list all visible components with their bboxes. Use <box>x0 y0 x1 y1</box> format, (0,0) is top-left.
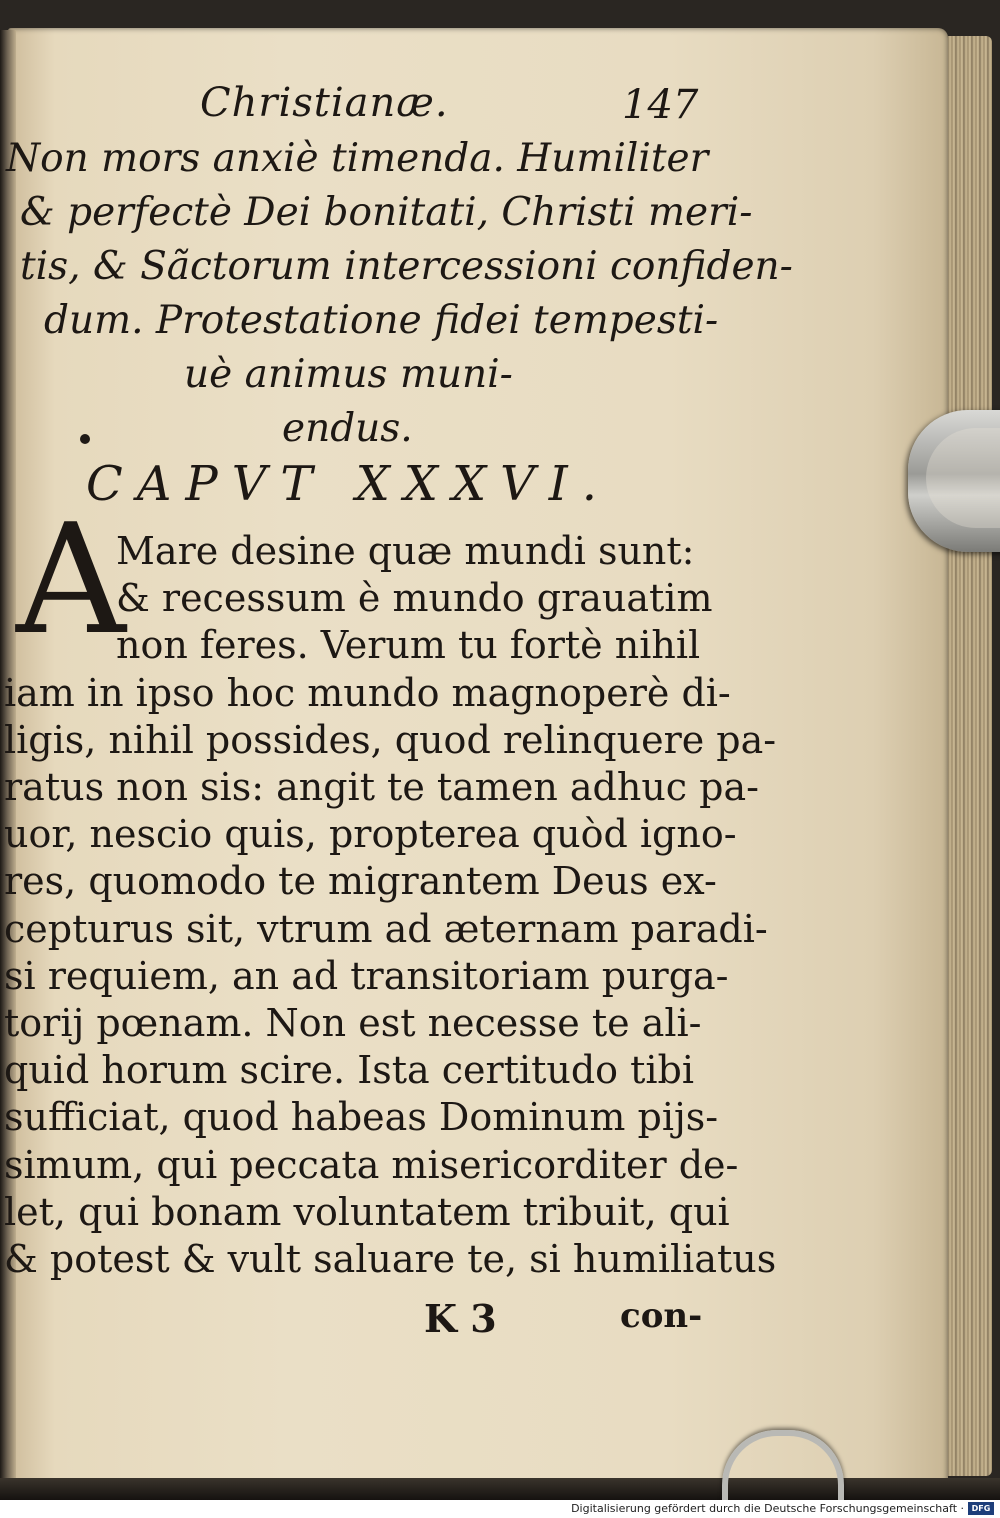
body-line: uor, nescio quis, propterea quòd igno- <box>4 812 737 857</box>
body-line: iam in ipso hoc mundo magnoperè di- <box>4 670 731 715</box>
body-line: simum, qui peccata misericorditer de- <box>4 1142 739 1187</box>
body-text <box>0 528 777 1283</box>
page-clip-right <box>908 410 1000 552</box>
summary-line: endus. <box>282 406 413 451</box>
running-head: Christianæ. <box>200 80 449 126</box>
body-line: res, quomodo te migrantem Deus ex- <box>4 859 717 904</box>
page-number: 147 <box>622 82 699 128</box>
body-line: non feres. Verum tu fortè nihil <box>116 623 701 668</box>
body-line: & potest & vult saluare te, si humiliatus <box>4 1237 777 1282</box>
body-line: quid horum scire. Ista certitudo tibi <box>4 1048 695 1093</box>
body-line: ligis, nihil possides, quod relinquere pa- <box>4 717 777 762</box>
dfg-logo: DFG <box>968 1502 994 1515</box>
ink-dot <box>80 434 90 444</box>
body-line: ratus non sis: angit te tamen adhuc pa- <box>4 765 759 810</box>
summary-line: uè animus muni- <box>184 352 513 397</box>
summary-line: dum. Protestatione fidei tempesti- <box>44 298 719 343</box>
body-line: Mare desine quæ mundi sunt: <box>116 529 695 573</box>
body-line: torij pœnam. Non est necesse te ali- <box>4 1001 702 1046</box>
body-line: cepturus sit, vtrum ad æternam paradi- <box>4 906 768 951</box>
summary-line: tis, & Sãctorum intercessioni confiden- <box>20 244 793 289</box>
bottom-shadow <box>0 1478 1000 1500</box>
body-line: let, qui bonam voluntatem tribuit, qui <box>4 1189 730 1234</box>
drop-cap-initial: A <box>16 491 126 668</box>
body-line: & recessum è mundo grauatim <box>116 576 713 621</box>
signature-mark: K 3 <box>424 1296 497 1341</box>
body-line: sufficiat, quod habeas Dominum pijs- <box>4 1095 719 1140</box>
book-page-edges <box>948 36 992 1476</box>
chapter-heading: CAPVT XXXVI. <box>86 456 612 512</box>
chapter-summary <box>0 132 793 456</box>
catchword: con- <box>620 1296 703 1336</box>
footer-credit: Digitalisierung gefördert durch die Deutsche Forschungsgemeinschaft · <box>571 1502 964 1515</box>
summary-line: & perfectè Dei bonitati, Christi meri- <box>20 190 753 235</box>
summary-line: Non mors anxiè timenda. Humiliter <box>6 136 709 181</box>
body-line: si requiem, an ad transitoriam purga- <box>4 953 729 998</box>
